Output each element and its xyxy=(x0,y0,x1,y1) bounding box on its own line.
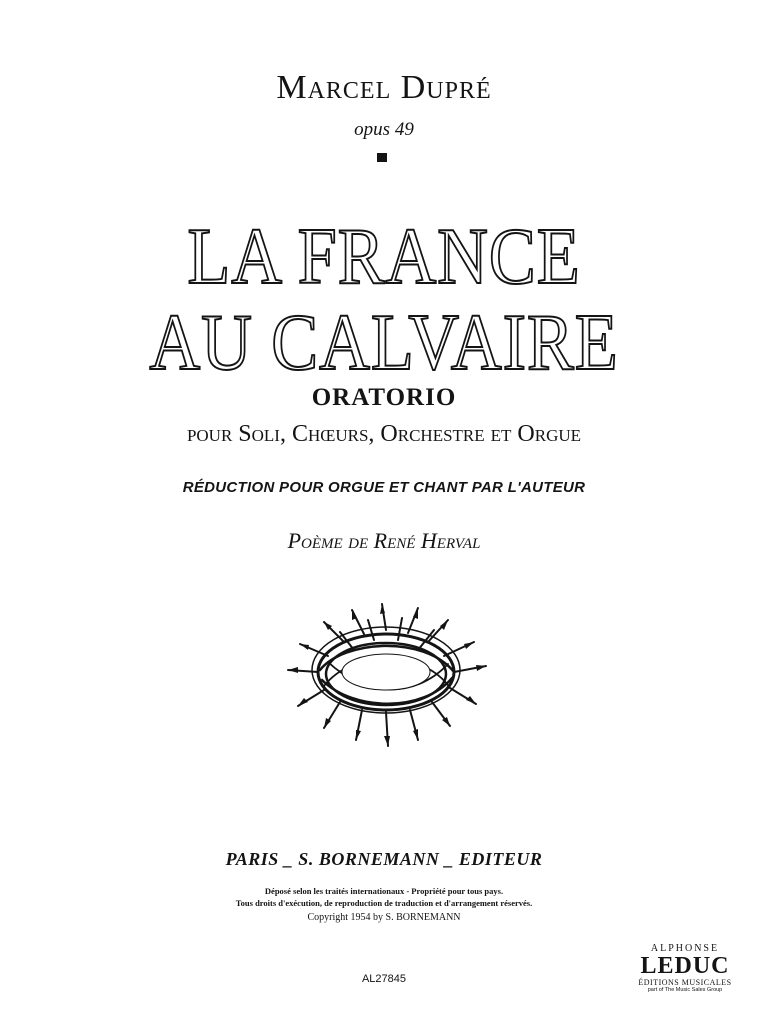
legal-notice-2: Tous droits d'exécution, de reproduction de traduction et d'arrangement réservés. xyxy=(235,898,533,908)
subtitle: ORATORIO xyxy=(311,384,457,411)
publisher-line: PARIS _ S. BORNEMANN _ EDITEUR xyxy=(225,849,543,869)
crown-of-thorns-icon xyxy=(284,600,489,750)
title-line-1: LA FRANCE xyxy=(187,213,581,301)
opus-number: opus 49 xyxy=(354,119,414,140)
poem-credit: Poème de René Herval xyxy=(287,528,481,553)
leduc-logo xyxy=(638,943,732,994)
composer-name: Marcel Dupré xyxy=(276,69,492,106)
reduction-note: RÉDUCTION POUR ORGUE ET CHANT PAR L'AUTEUR xyxy=(182,479,586,496)
title-line-2: AU CALVAIRE xyxy=(149,299,619,387)
logo-sub-text: ÉDITIONS MUSICALES xyxy=(638,978,732,987)
logo-main-text: LEDUC xyxy=(640,953,730,979)
legal-notice-1: Déposé selon les traités internationaux - Propriété pour tous pays. xyxy=(264,886,504,896)
ornament-square xyxy=(377,153,387,162)
logo-group-text: part of The Music Sales Group xyxy=(647,987,723,993)
copyright-notice: Copyright 1954 by S. BORNEMANN xyxy=(307,912,461,923)
catalog-number: AL27845 xyxy=(361,973,407,985)
logo-top-text: ALPHONSE xyxy=(650,943,720,954)
scoring: pour Soli, Chœurs, Orchestre et Orgue xyxy=(186,421,582,447)
